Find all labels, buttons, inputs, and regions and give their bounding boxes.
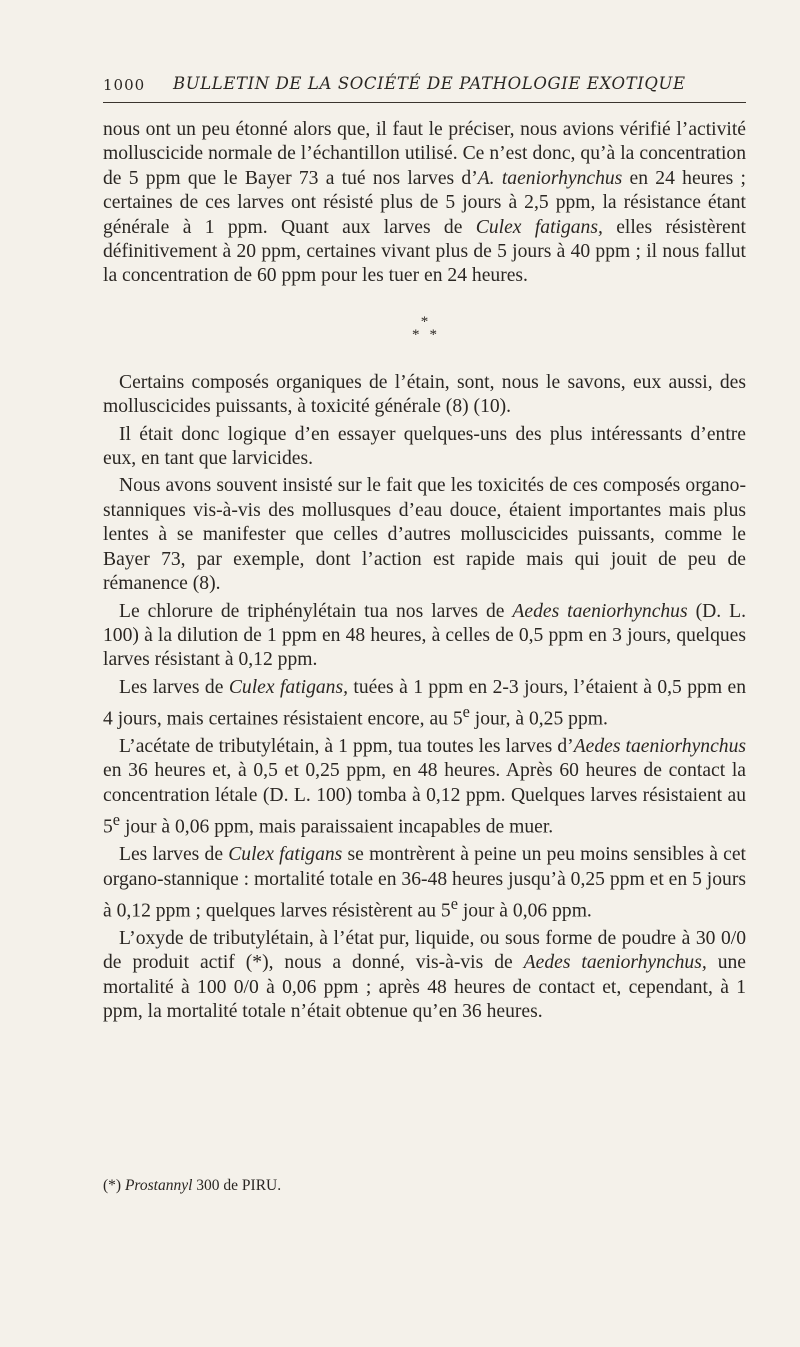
species-name: Culex fatigans, (475, 216, 603, 238)
text-run: Les larves de (119, 844, 229, 866)
superscript: e (112, 810, 121, 830)
text-run: jour à 0,06 ppm, mais paraissaient incapables de muer. (120, 816, 554, 838)
paragraph (103, 735, 746, 840)
paragraph: Certains composés organiques de l’étain, sont, nous le savons, eux aussi, des molluscicides puissants, à toxicité générale (8) (10). (103, 371, 746, 418)
text-run: elles résistèrent définitivement à 20 ppm, certaines vivant plus de 5 jours à 40 ppm ; il nous fallut la concentration de 60 ppm pour les tuer en 24 heures. (103, 216, 746, 287)
text-run: nous ont un peu étonné alors que, il faut le préciser, nous avions vérifié l’activité molluscicide normale de l’échantillon utilisé. Ce n’est donc, qu’à la concentration de 5 ppm que le Bayer 73 a tué nos larves d’ (103, 119, 746, 189)
text-run: se montrèrent à peine un peu moins sensibles à cet organo-stannique : mortalité totale en 36-48 heures jusqu’à 0,25 ppm et en 5 jours à 0,12 ppm ; quelques larves résistèrent au 5 (103, 844, 747, 922)
species-name: Aedes taeniorhynchus, (523, 952, 707, 974)
species-name: Culex fatigans (228, 844, 343, 866)
text-run: une mortalité à 100 0/0 à 0,06 ppm ; après 48 heures de contact et, cependant, à 1 ppm, la mortalité totale n’était obtenue qu’en 36 heures. (103, 952, 746, 1023)
text-run: jour, à 0,25 ppm. (469, 708, 608, 730)
text-run: L’oxyde de tributylétain, à l’état pur, liquide, ou sous forme de poudre à 30 0/0 de produit actif (*), nous a donné, vis-à-vis de (103, 927, 746, 974)
page-header (103, 74, 746, 103)
footnote (103, 1176, 746, 1196)
text-run: tuées à 1 ppm en 2-3 jours, l’étaient à 0,5 ppm en 4 jours, mais certaines résistaient encore, au 5 (103, 676, 746, 730)
body-text (103, 118, 746, 1028)
paragraph (103, 600, 746, 673)
text-run: 300 de PIRU. (192, 1177, 282, 1194)
species-name: Aedes taeniorhynchus (512, 600, 688, 622)
text-run: Le chlorure de triphénylétain tua nos larves de (119, 600, 513, 622)
paragraph: Nous avons souvent insisté sur le fait que les toxicités de ces composés organo-stanniques vis-à-vis des mollusques d’eau douce, étaient importantes mais plus lentes à se manifester que celles d’autres molluscicides puissants, comme le Bayer 73, par exemple, dont l’action est rapide mais qui jouit de peu de rémanence (8). (103, 475, 746, 595)
superscript: e (462, 702, 470, 722)
species-name: A. taeniorhynchus (477, 167, 623, 189)
paragraph (103, 676, 746, 732)
asterism-left: * (412, 326, 420, 343)
running-title: BULLETIN DE LA SOCIÉTÉ DE PATHOLOGIE EXOTIQUE (173, 74, 686, 93)
text-run: L’acétate de tributylétain, à 1 ppm, tua toutes les larves d’ (119, 736, 574, 758)
footnote-mark: (*) (103, 1177, 122, 1194)
product-name: Prostannyl (124, 1177, 193, 1194)
superscript: e (450, 894, 458, 914)
species-name: Culex fatigans, (228, 676, 348, 698)
paragraph (103, 843, 746, 924)
page-number: 1000 (103, 76, 146, 94)
text-run: Les larves de (119, 676, 229, 698)
text-run: en 24 heures ; certaines de ces larves ont résisté plus de 5 jours à 2,5 ppm, la résistance étant générale à 1 ppm. Quant aux larves de (103, 167, 746, 238)
paragraph-continued (103, 118, 746, 289)
asterism-right: * (429, 326, 437, 343)
paragraph: Il était donc logique d’en essayer quelques-uns des plus intéressants d’entre eux, en tant que larvicides. (103, 423, 746, 470)
asterism-top: * (420, 313, 429, 330)
species-name: Aedes taeniorhynchus (573, 736, 746, 758)
paragraph (103, 927, 746, 1025)
text-run: en 36 heures et, à 0,5 et 0,25 ppm, en 48 heures. Après 60 heures de contact la concentration létale (D. L. 100) tomba à 0,12 ppm. Quelques larves résistaient au 5 (103, 760, 746, 838)
text-run: jour à 0,06 ppm. (457, 900, 592, 922)
section-separator (103, 313, 746, 343)
text-run: (D. L. 100) à la dilution de 1 ppm en 48 heures, à celles de 0,5 ppm en 3 jours, quelques larves résistant à 0,12 ppm. (103, 600, 746, 671)
